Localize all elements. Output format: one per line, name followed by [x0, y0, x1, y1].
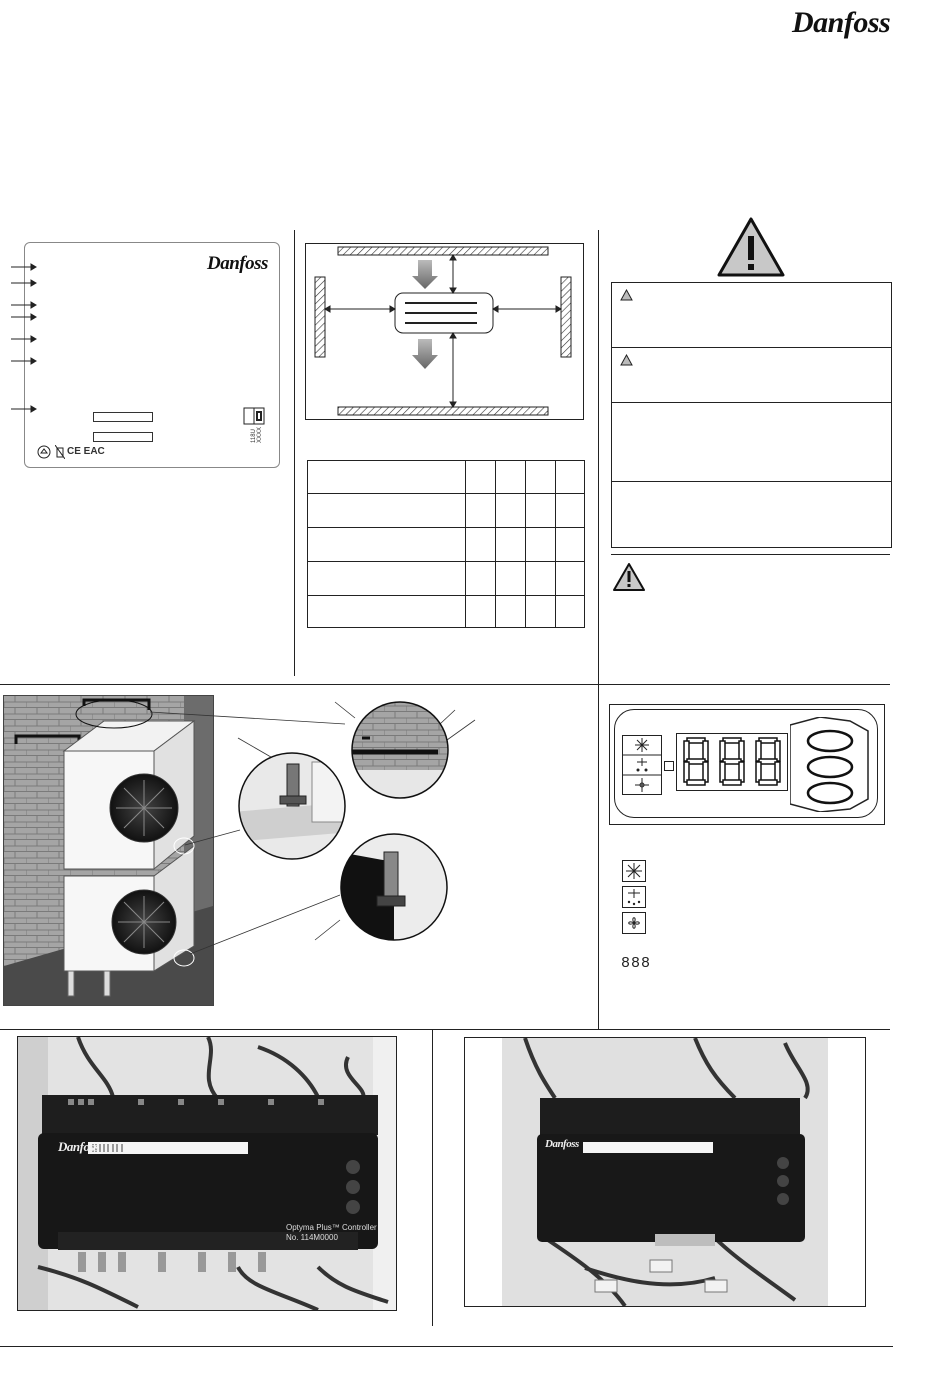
caution-triangle-icon: [612, 562, 646, 592]
weee-icon: [55, 445, 65, 459]
recycle-icon: [37, 445, 51, 459]
cert-marks: CE EAC: [67, 446, 105, 457]
digit-legend: 888: [621, 955, 652, 972]
column-divider: [598, 230, 599, 685]
controller-display: [609, 704, 885, 825]
bolt-detail: [232, 752, 352, 862]
controller-brand-logo: Danfoss: [58, 1139, 99, 1154]
controller-brand-logo: Danfoss: [545, 1138, 579, 1150]
defrost-icon: [622, 886, 646, 908]
clearance-table: [307, 460, 585, 628]
controller-model: Optyma Plus™ Controller: [286, 1223, 377, 1232]
display-buttons[interactable]: [790, 717, 870, 812]
divider: [611, 554, 890, 555]
snowflake-icon: [635, 738, 649, 752]
warning-box: [611, 347, 892, 403]
section-divider: [0, 1029, 890, 1030]
controller-code: No. 114M0000: [286, 1233, 338, 1242]
fan-icon: [622, 912, 646, 934]
small-warning-icon: [620, 289, 633, 301]
small-warning-icon: [620, 354, 633, 366]
column-divider: [294, 230, 295, 676]
warning-box: [611, 481, 892, 548]
footer-divider: [0, 1346, 893, 1347]
warning-triangle-icon: [716, 216, 786, 278]
controller-photo-right: [464, 1037, 866, 1307]
label-field: [93, 412, 153, 422]
bolt-detail-dark: [339, 832, 449, 942]
label-brand-logo: Danfoss: [207, 253, 268, 274]
nameplate-label: [24, 242, 280, 468]
warning-box: [611, 282, 892, 348]
bracket-detail: [340, 700, 460, 800]
snowflake-icon: [622, 860, 646, 882]
section-divider: [0, 684, 890, 685]
label-field: [93, 432, 153, 442]
clearance-diagram: [305, 243, 584, 420]
seven-segment-display: [676, 733, 788, 791]
brand-logo: Danfoss: [792, 6, 891, 39]
controller-photo-left: [17, 1036, 397, 1311]
column-divider: [432, 1030, 433, 1326]
warning-box: [611, 402, 892, 482]
label-side-code: 118U XXXX: [251, 426, 263, 443]
display-icon-column: [622, 735, 662, 795]
column-divider: [598, 685, 599, 1029]
label-arrows: [9, 263, 39, 413]
